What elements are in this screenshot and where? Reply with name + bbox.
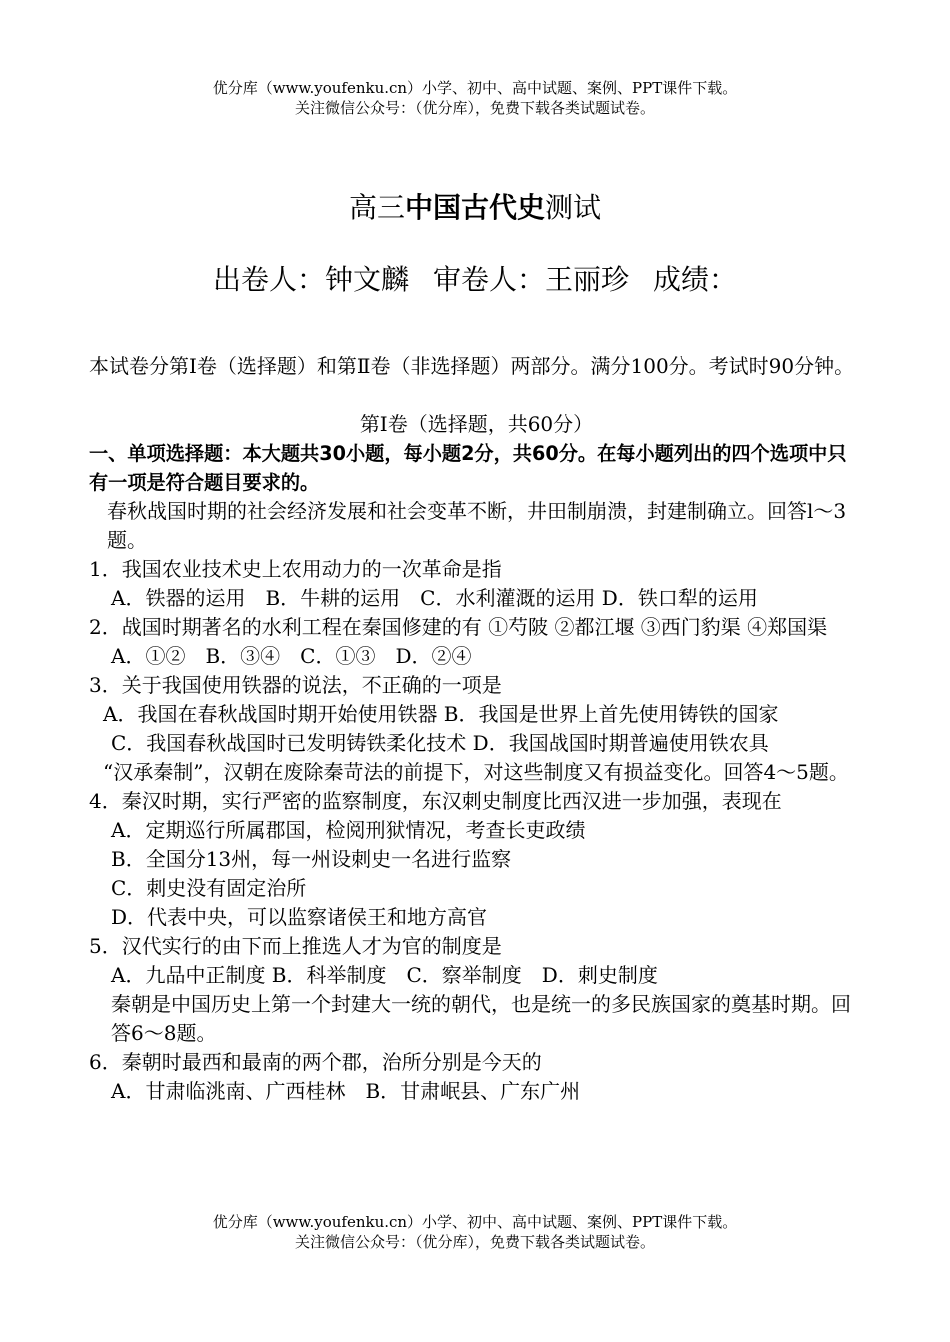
spacer [89,381,864,410]
q4-stem: 4．秦汉时期，实行严密的监察制度，东汉刺史制度比西汉进一步加强，表现在 [89,789,782,813]
q2-options: A．①② B．③④ C．①③ D．②④ [111,644,472,668]
header-line-2: 关注微信公众号：（优分库），免费下载各类试题试卷。 [294,99,655,117]
score-label: 成绩： [653,263,738,296]
exam-body [89,352,864,1106]
section-title: 第Ⅰ卷（选择题，共60分） [359,412,594,436]
q4-option-a: A．定期巡行所属郡国，检阅刑狱情况，考查长吏政绩 [111,818,586,842]
reviewer: 审卷人：王丽珍 [432,263,629,296]
title-prefix: 高三 [348,191,405,224]
material-1 [89,497,864,555]
intro-paragraph: 本试卷分第Ⅰ卷（选择题）和第Ⅱ卷（非选择题）两部分。满分100分。考试时90分钟。 [89,354,855,378]
exam-credits [0,258,950,298]
q6-options: A．甘肃临洮南、广西桂林 B．甘肃岷县、广东广州 [111,1079,581,1103]
page-title [0,186,950,226]
material-2: “汉承秦制”，汉朝在废除秦苛法的前提下，对这些制度又有损益变化。回答4～5题。 [103,760,849,784]
material-1-text: 春秋战国时期的社会经济发展和社会变革不断，井田制崩溃，封建制确立。回答l～3题。 [107,499,847,552]
instruction: 一、单项选择题：本大题共30小题，每小题2分，共60分。在每小题列出的四个选项中只有一项是符合题目要求的。 [89,442,847,494]
q1-stem: 1．我国农业技术史上农用动力的一次革命是指 [89,557,502,581]
q4-option-b: B．全国分13州，每一州设刺史一名进行监察 [111,847,512,871]
header-line-1: 优分库（www.youfenku.cn）小学、初中、高中试题、案例、PPT课件下载。 [212,79,738,97]
q1-options: A．铁器的运用 B．牛耕的运用 C．水利灌溉的运用 D．铁口犁的运用 [111,586,758,610]
footer-line-1: 优分库（www.youfenku.cn）小学、初中、高中试题、案例、PPT课件下载。 [212,1213,738,1231]
material-3: 秦朝是中国历史上第一个封建大一统的朝代，也是统一的多民族国家的奠基时期。回答6～8题。 [111,992,851,1045]
q5-options: A．九品中正制度 B．科举制度 C．察举制度 D．刺史制度 [111,963,658,987]
q6-stem: 6．秦朝时最西和最南的两个郡，治所分别是今天的 [89,1050,542,1074]
q3-options-line1: A．我国在春秋战国时期开始使用铁器 B．我国是世界上首先使用铸铁的国家 [103,702,779,726]
q3-stem: 3．关于我国使用铁器的说法，不正确的一项是 [89,673,502,697]
q3-options-line2: C．我国春秋战国时已发明铸铁柔化技术 D．我国战国时期普遍使用铁农具 [111,731,769,755]
q2-stem: 2．战国时期著名的水利工程在秦国修建的有 ①芍陂 ②都江堰 ③西门豹渠 ④郑国渠 [89,615,828,639]
page-header [0,78,950,118]
page-footer [0,1212,950,1252]
title-bold: 中国古代史 [404,191,545,224]
title-suffix: 测试 [545,191,602,224]
q4-option-d: D．代表中央，可以监察诸侯王和地方高官 [111,905,488,929]
author: 出卷人：钟文麟 [212,263,409,296]
q4-option-c: C．刺史没有固定治所 [111,876,307,900]
q5-stem: 5．汉代实行的由下而上推选人才为官的制度是 [89,934,502,958]
footer-line-2: 关注微信公众号：（优分库），免费下载各类试题试卷。 [294,1233,655,1251]
